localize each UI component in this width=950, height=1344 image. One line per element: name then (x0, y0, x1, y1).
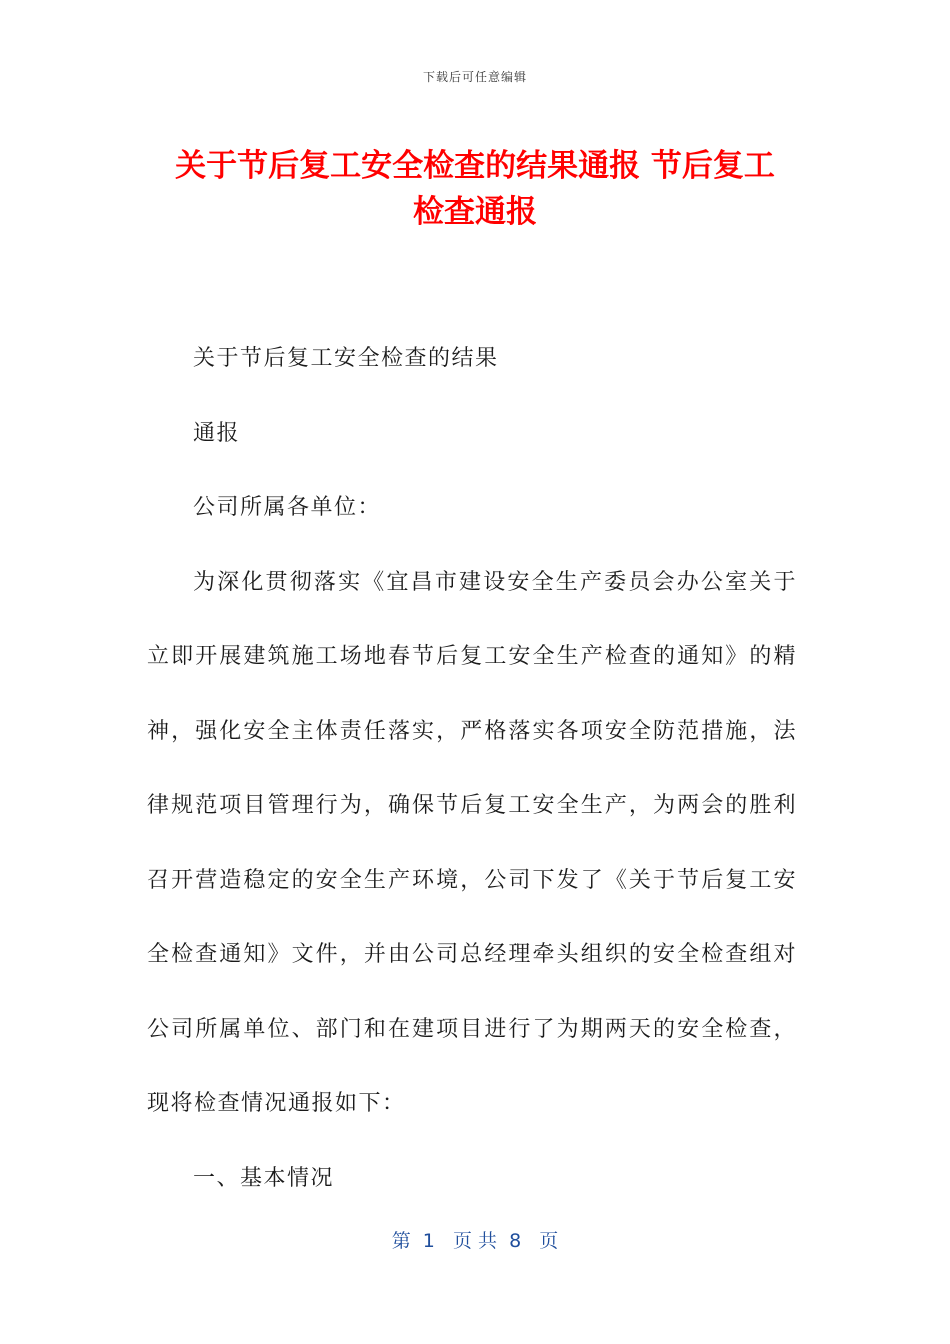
title-line-2: 检查通报 (413, 194, 537, 230)
body-heading-line-2: 通报 (193, 420, 241, 446)
title-line-1: 关于节后复工安全检查的结果通报 节后复工 (175, 148, 775, 184)
salutation: 公司所属各单位： (193, 495, 382, 520)
document-title (140, 143, 810, 235)
header-note: 下载后可任意编辑 (422, 70, 527, 84)
paragraph-intro: 为深化贯彻落实《宜昌市建设安全生产委员会办公室关于立即开展建筑施工场地春节后复工安全生产检查的通知》的精神，强化安全主体责任落实，严格落实各项安全防范措施，法律规范项目管理行为，确保节后复工安全生产，为两会的胜利召开营造稳定的安全生产环境，公司下发了《关于节后复工安全检查通知》文件，并由公司总经理牵头组织的安全检查组对公司所属单位、部门和在建项目进行了为期两天的安全检查，现将检查情况通报如下： (147, 569, 797, 1116)
body-heading-line-1: 关于节后复工安全检查的结果 (193, 346, 499, 371)
section-heading-basic-situation: 一、基本情况 (193, 1165, 335, 1191)
page-footer: 第 1 页 共 8 页 (391, 1230, 559, 1252)
document-body (147, 322, 797, 1216)
